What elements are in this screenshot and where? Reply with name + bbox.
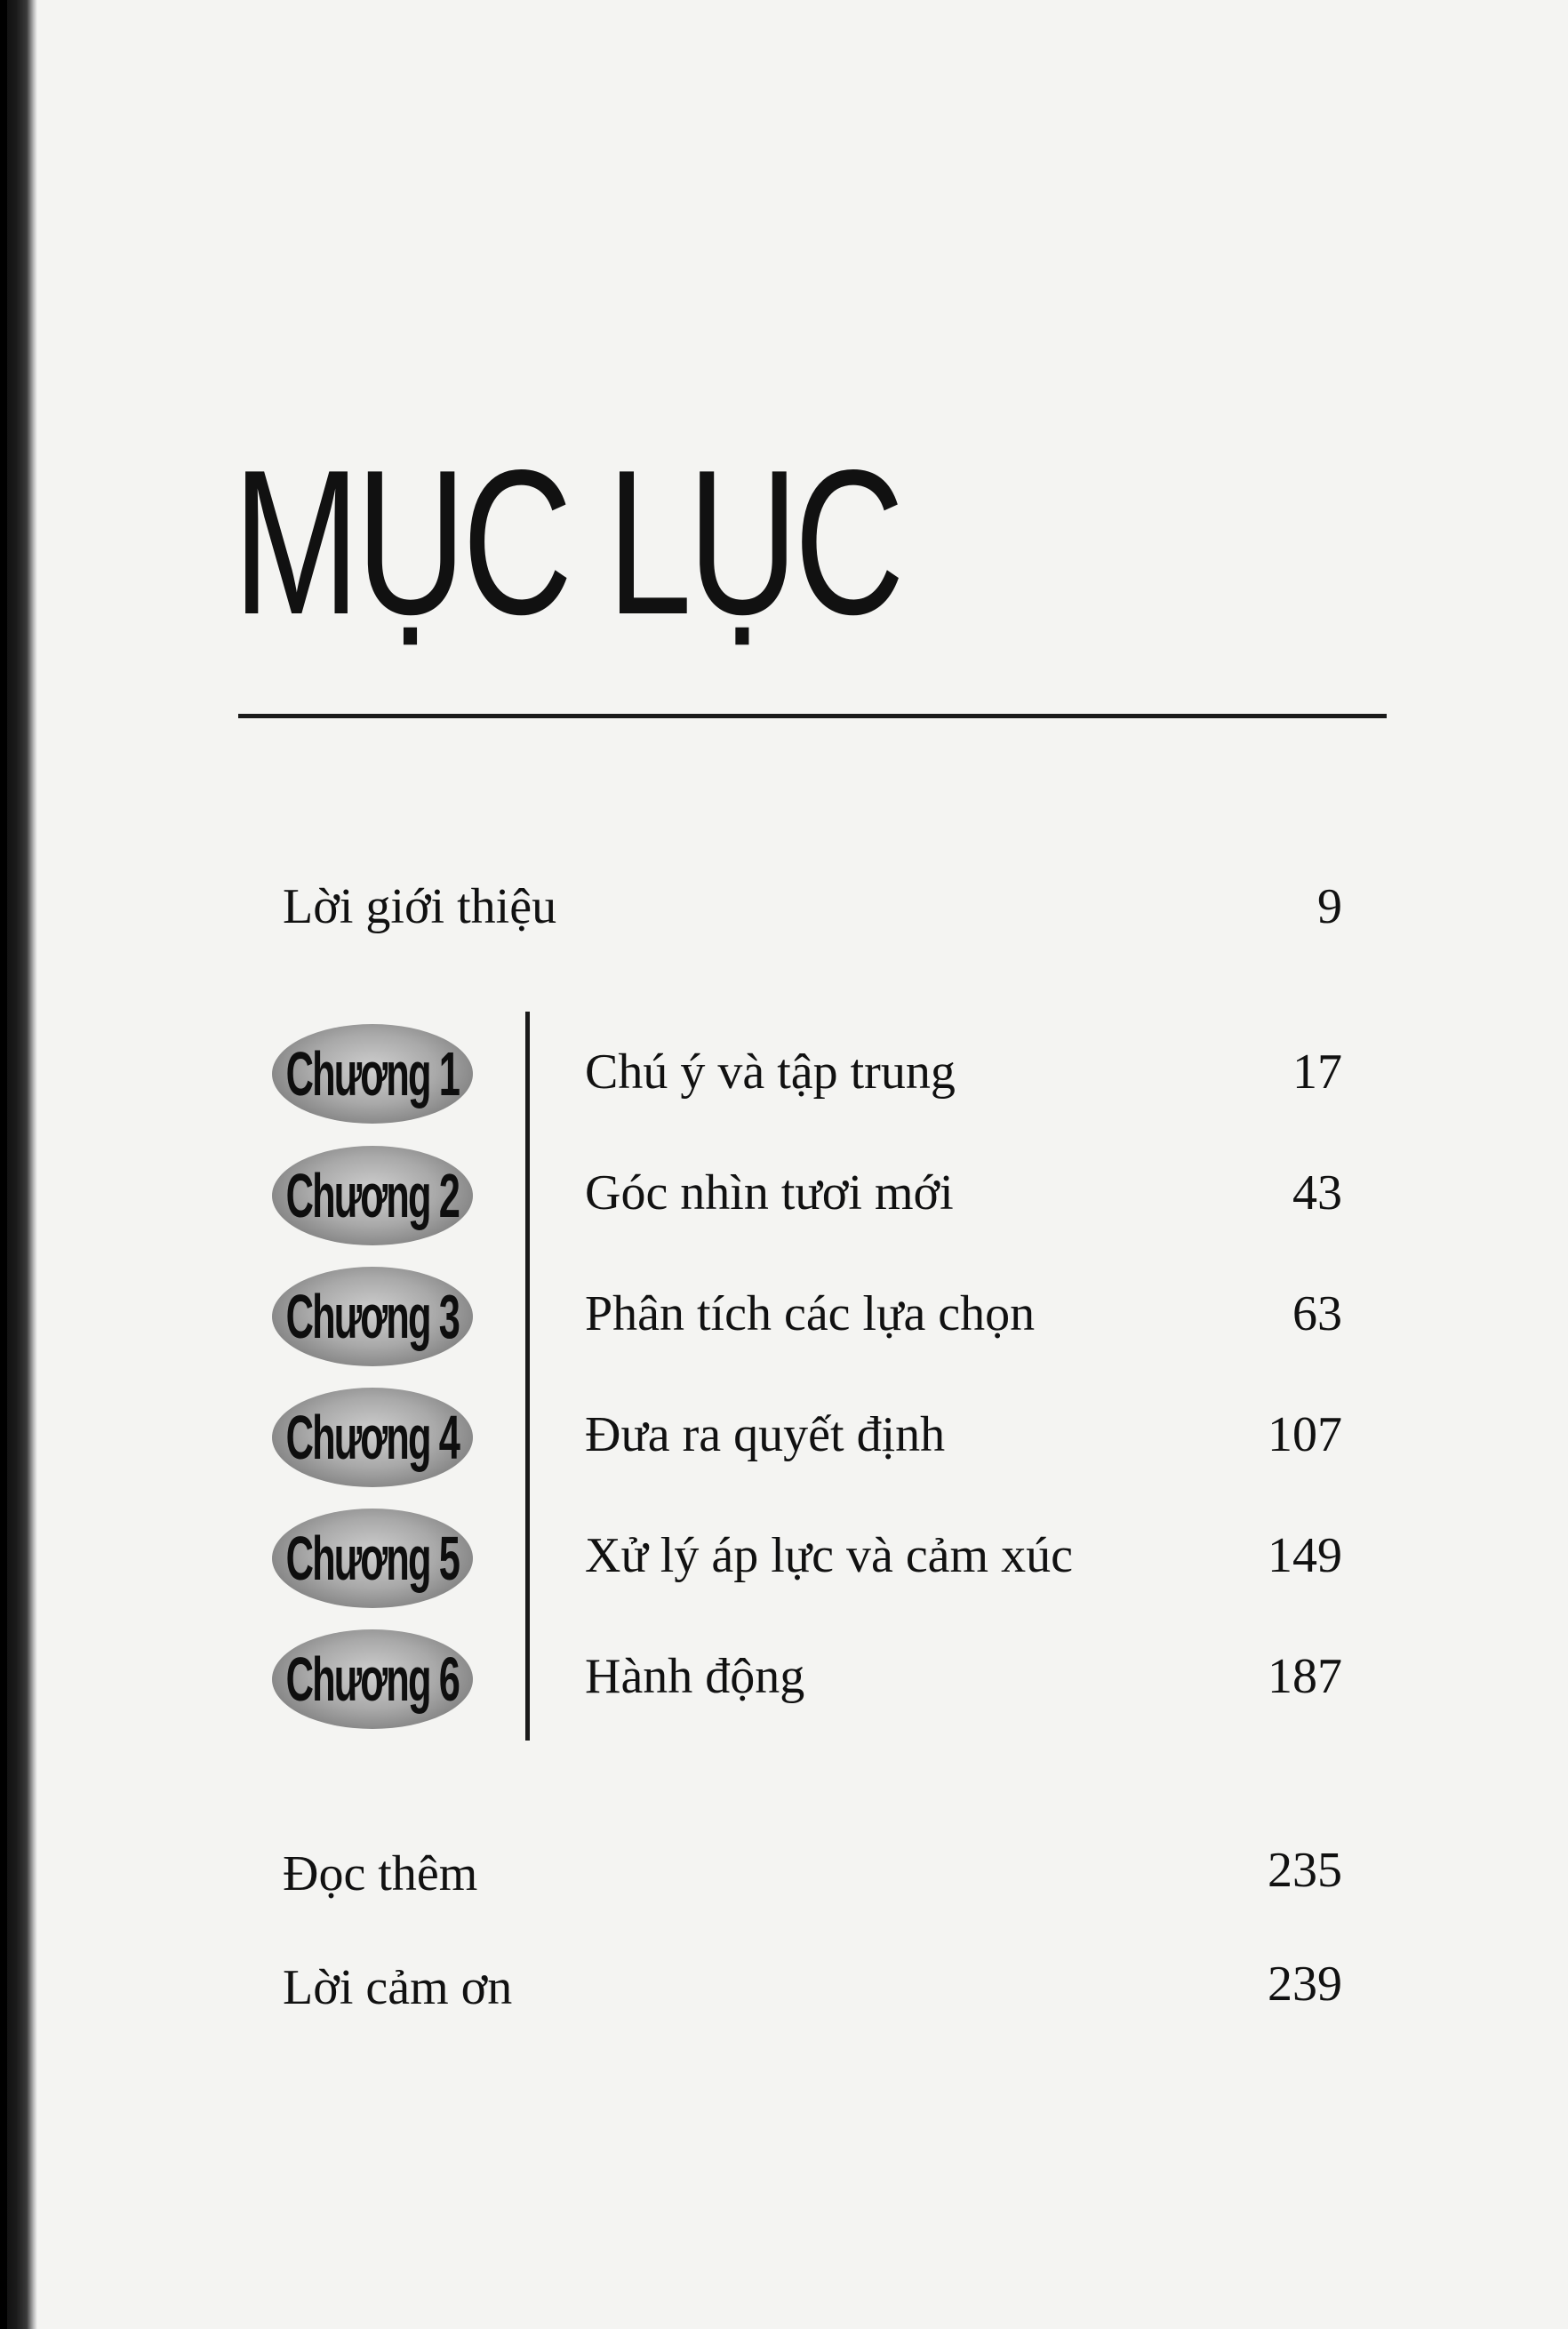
- toc-entry-label: Góc nhìn tươi mới: [585, 1165, 954, 1221]
- toc-entry-label: Đưa ra quyết định: [585, 1407, 946, 1462]
- toc-entry-label: Lời giới thiệu: [283, 879, 557, 934]
- toc-entry-page: 63: [1292, 1286, 1342, 1341]
- chapter-badge: [272, 1388, 473, 1487]
- chapter-divider-line: [525, 1012, 530, 1741]
- title-underline: [238, 714, 1387, 718]
- toc-entry-label: Chú ý và tập trung: [585, 1044, 956, 1100]
- chapter-badge: [272, 1509, 473, 1608]
- book-spine-shadow: [0, 0, 7, 2329]
- chapter-badge-label: Chương 1: [285, 1039, 460, 1108]
- toc-entry-page: 149: [1268, 1528, 1342, 1583]
- toc-entry-page: 239: [1268, 1957, 1342, 2012]
- chapter-badge: [272, 1267, 473, 1366]
- chapter-badge: [272, 1024, 473, 1124]
- chapter-badge-label: Chương 5: [285, 1524, 460, 1593]
- chapter-badge-label: Chương 3: [285, 1282, 460, 1351]
- toc-entry-page: 107: [1268, 1407, 1342, 1462]
- chapter-badge: [272, 1146, 473, 1245]
- toc-entry-page: 17: [1292, 1044, 1342, 1100]
- chapter-badge: [272, 1629, 473, 1729]
- toc-entry-label: Xử lý áp lực và cảm xúc: [585, 1528, 1073, 1583]
- toc-entry-label: Đọc thêm: [283, 1846, 478, 1901]
- toc-entry-page: 9: [1317, 879, 1342, 934]
- toc-entry-page: 235: [1268, 1843, 1342, 1898]
- toc-entry-label: Hành động: [585, 1649, 805, 1704]
- page-title: MỤC LỤC: [233, 428, 901, 658]
- chapter-badge-label: Chương 4: [285, 1403, 460, 1472]
- toc-entry-page: 187: [1268, 1649, 1342, 1704]
- chapter-badge-label: Chương 6: [285, 1645, 460, 1714]
- toc-entry-page: 43: [1292, 1165, 1342, 1221]
- toc-entry-label: Lời cảm ơn: [283, 1960, 513, 2015]
- toc-entry-label: Phân tích các lựa chọn: [585, 1286, 1036, 1341]
- chapter-badge-label: Chương 2: [285, 1161, 460, 1230]
